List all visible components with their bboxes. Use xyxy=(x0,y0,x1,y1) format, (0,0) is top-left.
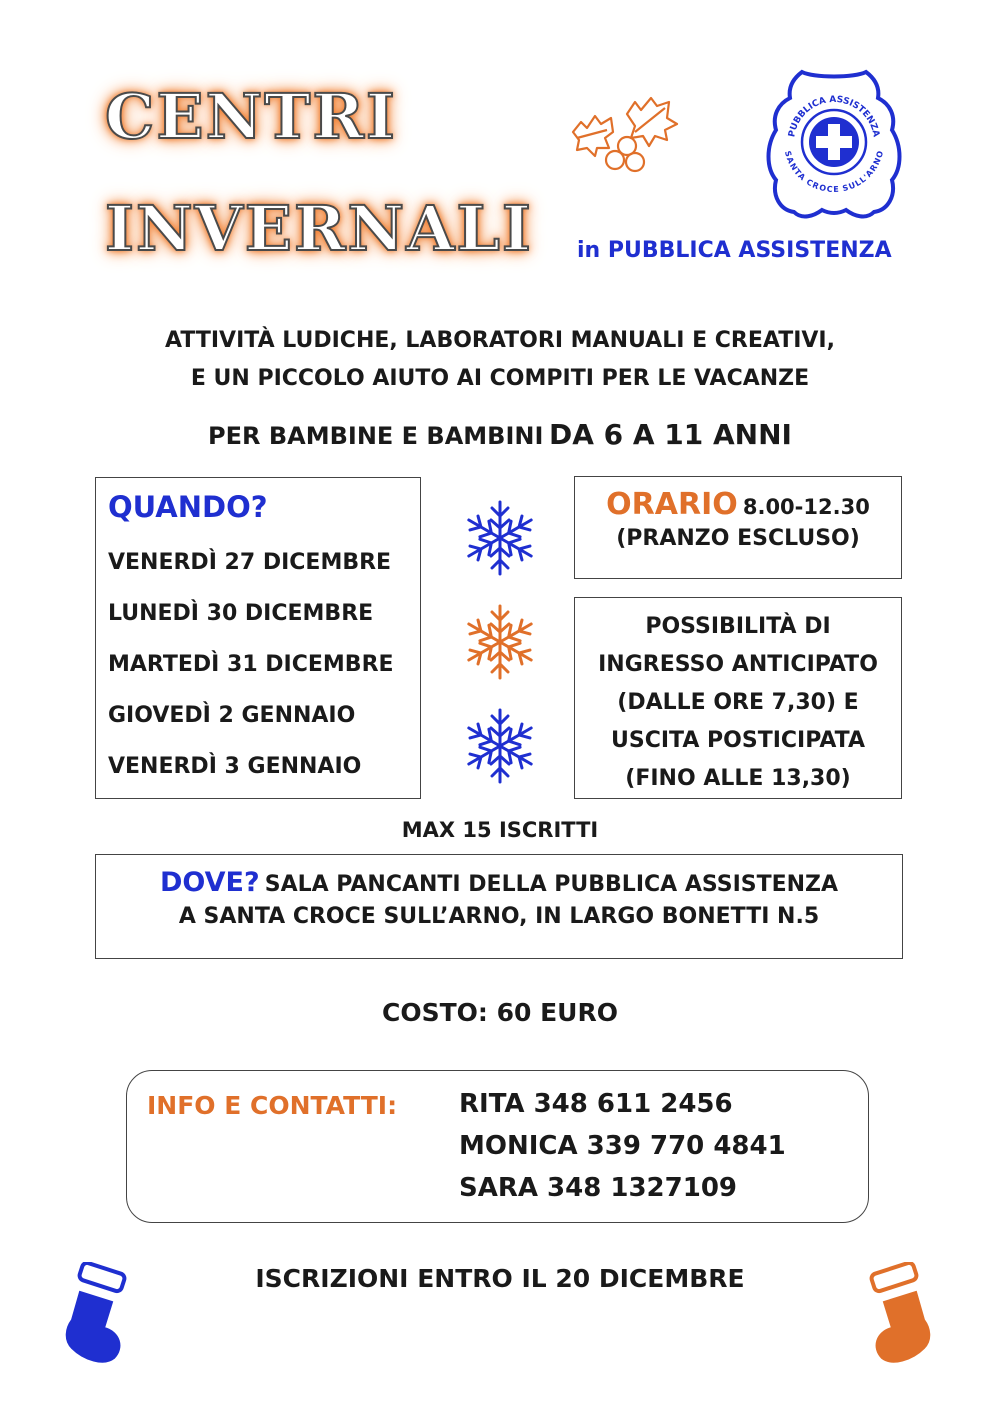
deadline: ISCRIZIONI ENTRO IL 20 DICEMBRE xyxy=(255,1264,745,1293)
contacts-box xyxy=(126,1070,869,1223)
where-box xyxy=(95,854,903,959)
pubblica-assistenza-logo xyxy=(762,64,907,224)
date-item: GIOVEDÌ 2 GENNAIO xyxy=(108,703,356,728)
contact-item: RITA 348 611 2456 xyxy=(459,1089,733,1119)
capacity: MAX 15 ISCRITTI xyxy=(401,818,599,842)
title-line-1: CENTRI xyxy=(105,80,397,153)
snowflake-icon xyxy=(460,600,540,684)
cost: COSTO: 60 EURO xyxy=(382,998,618,1027)
when-title: QUANDO? xyxy=(108,490,268,524)
age-range: DA 6 A 11 ANNI xyxy=(548,418,792,451)
where-line-1: SALA PANCANTI DELLA PUBBLICA ASSISTENZA xyxy=(264,872,839,897)
schedule-note: (PRANZO ESCLUSO) xyxy=(616,526,860,551)
when-box xyxy=(95,477,421,799)
schedule-box xyxy=(574,476,902,579)
extra-line: (FINO ALLE 13,30) xyxy=(625,766,851,791)
schedule-time: 8.00-12.30 xyxy=(742,495,870,519)
contact-item: MONICA 339 770 4841 xyxy=(459,1131,786,1161)
logo-arc-bottom: SANTA CROCE SULL'ARNO xyxy=(782,149,886,195)
logo-arc-top: PUBBLICA ASSISTENZA xyxy=(787,94,881,138)
snowflake-icon xyxy=(460,704,540,788)
holly-icon xyxy=(565,92,685,177)
extra-line: POSSIBILITÀ DI xyxy=(645,614,831,639)
snowflake-icon xyxy=(460,496,540,580)
date-item: VENERDÌ 27 DICEMBRE xyxy=(108,550,392,575)
date-item: VENERDÌ 3 GENNAIO xyxy=(108,754,362,779)
extra-line: (DALLE ORE 7,30) E xyxy=(617,690,859,715)
where-line-2: A SANTA CROCE SULL’ARNO, IN LARGO BONETTI N.5 xyxy=(178,904,820,929)
date-item: MARTEDÌ 31 DICEMBRE xyxy=(108,652,394,677)
age-prefix: PER BAMBINE E BAMBINI xyxy=(208,422,544,450)
schedule-label: ORARIO xyxy=(606,487,738,522)
extra-line: USCITA POSTICIPATA xyxy=(611,728,865,753)
extra-hours-box xyxy=(574,597,902,799)
intro-line-1: ATTIVITÀ LUDICHE, LABORATORI MANUALI E CREATIVI, xyxy=(165,328,835,353)
intro-line-2: E UN PICCOLO AIUTO AI COMPITI PER LE VACANZE xyxy=(190,366,810,391)
age-line xyxy=(0,418,1000,451)
date-item: LUNEDÌ 30 DICEMBRE xyxy=(108,601,374,626)
subtitle: in PUBBLICA ASSISTENZA xyxy=(577,238,892,263)
contacts-label: INFO E CONTATTI: xyxy=(147,1091,398,1120)
title-line-2: INVERNALI xyxy=(105,192,533,265)
stocking-icon xyxy=(862,1262,934,1364)
extra-line: INGRESSO ANTICIPATO xyxy=(598,652,878,677)
where-label: DOVE? xyxy=(159,867,260,898)
stocking-icon xyxy=(62,1262,134,1364)
contact-item: SARA 348 1327109 xyxy=(459,1173,738,1203)
